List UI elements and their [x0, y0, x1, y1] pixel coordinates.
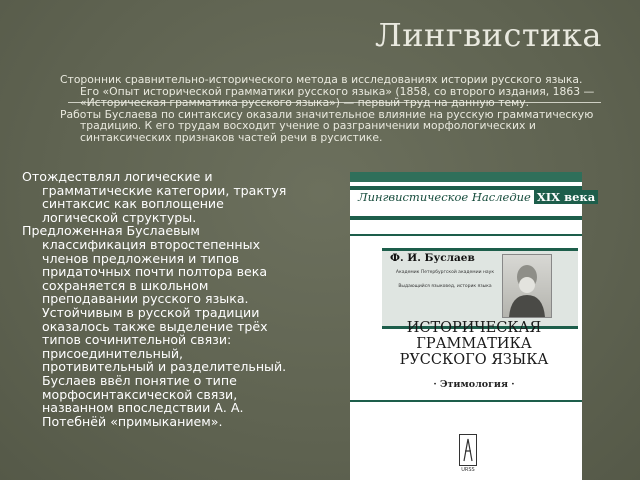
series-label: [358, 190, 596, 204]
book-author: Ф. И. Буслаев: [390, 252, 475, 264]
series-text: Лингвистическое Наследие: [358, 190, 531, 204]
book-subtitle: · Этимология ·: [433, 379, 515, 390]
book-cover-image: [350, 172, 596, 480]
book-title-line: РУССКОГО ЯЗЫКА: [399, 352, 549, 368]
cover-divider: [350, 400, 582, 402]
body-paragraph: Отождествлял логические и грамматические категории, трактуя синтаксис как воплощение логической структуры.: [22, 169, 287, 225]
book-title-line: ИСТОРИЧЕСКАЯ: [406, 320, 542, 336]
intro-block: [60, 74, 600, 143]
author-portrait: [502, 254, 552, 318]
book-title-line: ГРАММАТИКА: [416, 336, 532, 352]
slide-title: Лингвистика: [375, 16, 602, 54]
portrait-icon: [503, 255, 551, 317]
intro-paragraph: Сторонник сравнительно-исторического метода в исследованиях истории русского языка. Его «Опыт исторической грамматики русского языка» (1858, со второго издания, 1863 — «Историческая грамматика русского языка») — первый труд на данную тему.: [60, 73, 595, 109]
cover-divider: [350, 234, 582, 236]
book-title: [374, 320, 574, 368]
publisher-name: URSS: [461, 467, 475, 473]
series-century: XIX века: [534, 190, 598, 204]
publisher-logo-icon: [459, 434, 477, 473]
cover-top-stripe: [350, 172, 582, 182]
author-note: Выдающийся языковед, историк языка: [398, 284, 492, 289]
intro-paragraph: Работы Буслаева по синтаксису оказали значительное влияние на русскую грамматическую традицию. К его трудам восходит учение о разграничении морфологических и синтаксических признаков частей речи в русистике.: [60, 107, 594, 144]
author-note: Академик Петербургской академии наук: [395, 270, 495, 275]
body-text-block: [22, 170, 292, 428]
body-paragraph: Предложенная Буслаевым классификация второстепенных членов предложения и типов придаточных почти полтора века сохраняется в школьном преподавании русского языка. Устойчивым в русской традиции оказалось также выделение трёх типов сочинительной связи: присоединительный, противительный и разделительный. Буслаев ввёл понятие о типе морфосинтаксической связи, названном впоследствии А. А. Потебнёй «примыканием».: [22, 223, 287, 429]
publisher-mark-icon: [460, 435, 476, 465]
